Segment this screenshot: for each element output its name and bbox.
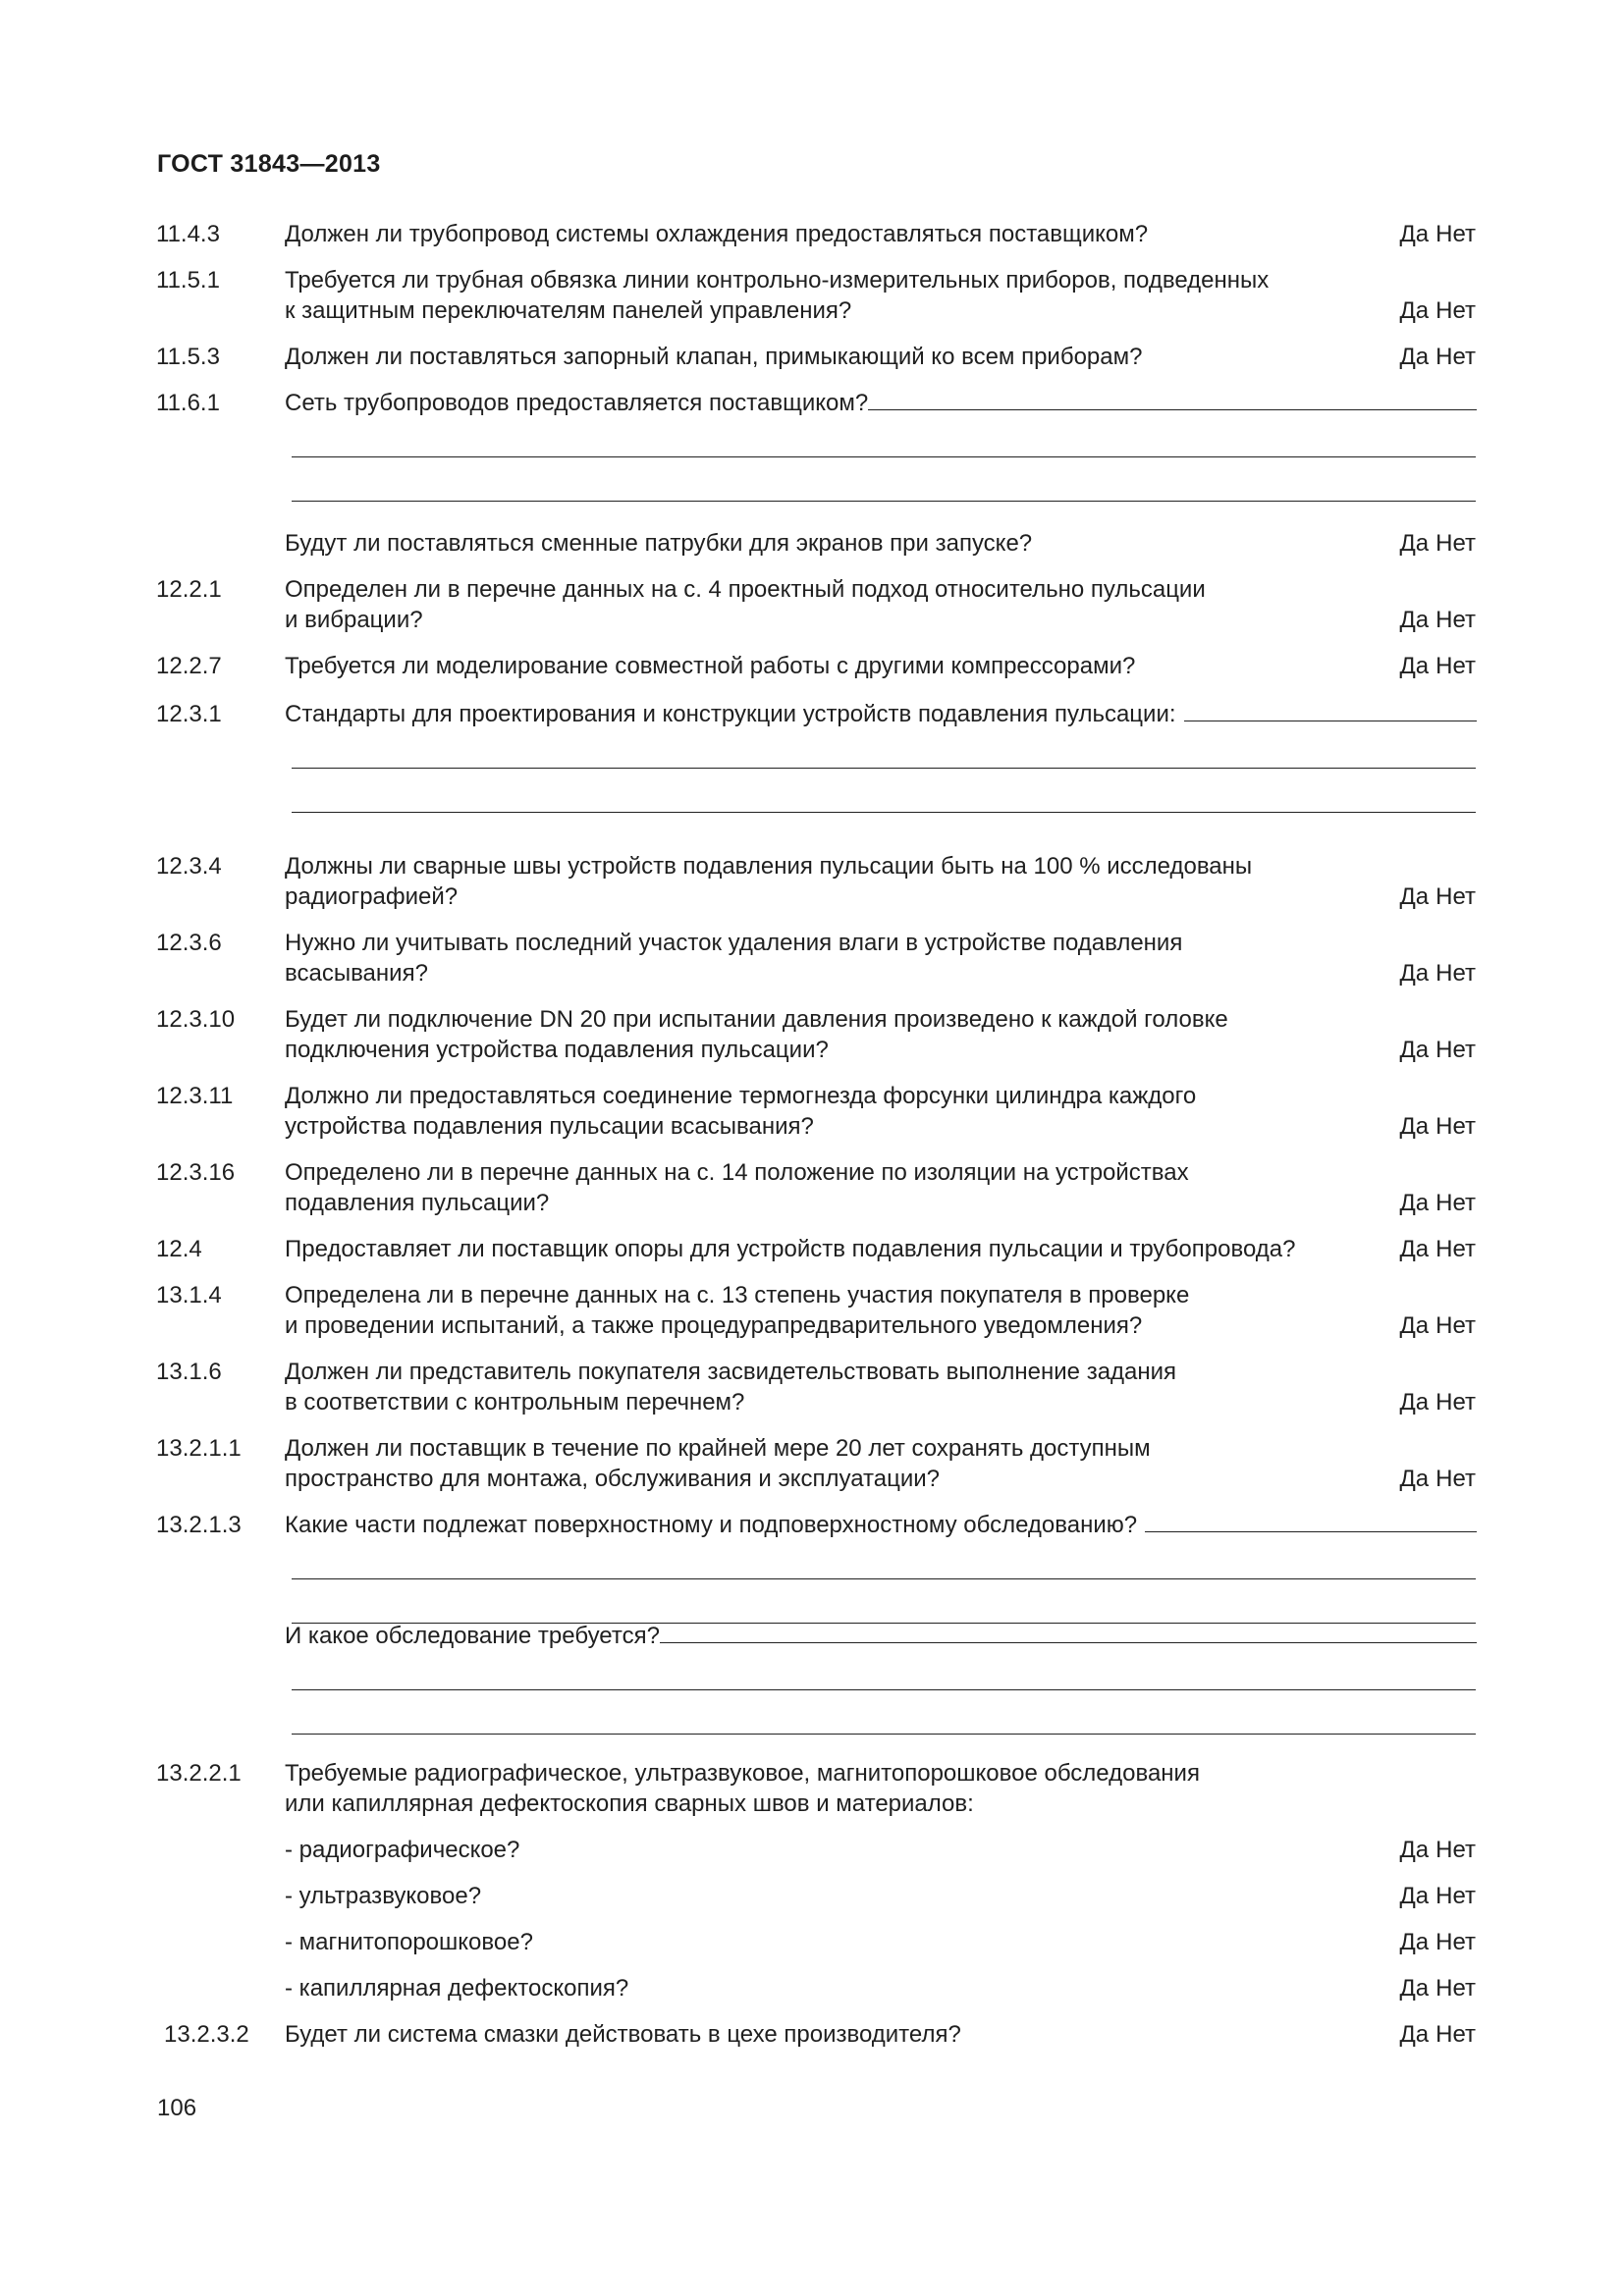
no-option[interactable]: Нет [1435, 344, 1476, 370]
yes-option[interactable]: Да [1399, 1466, 1430, 1492]
yes-no-options[interactable] [1400, 1035, 1476, 1065]
yes-no-options[interactable] [1400, 1881, 1476, 1911]
question-row [156, 1758, 1477, 1819]
yes-no-options[interactable] [1400, 1927, 1476, 1957]
question-row [156, 928, 1477, 988]
clause-number: 13.2.1.3 [156, 1512, 242, 1538]
answer-line[interactable] [292, 501, 1476, 502]
yes-option[interactable]: Да [1399, 1113, 1430, 1140]
no-option[interactable]: Нет [1435, 1837, 1476, 1863]
clause-number: 13.2.2.1 [156, 1760, 242, 1787]
yes-option[interactable]: Да [1399, 1236, 1430, 1262]
question-row [156, 851, 1477, 912]
answer-line[interactable] [1145, 1510, 1477, 1532]
no-option[interactable]: Нет [1435, 960, 1476, 987]
no-option[interactable]: Нет [1435, 530, 1476, 557]
no-option[interactable]: Нет [1435, 883, 1476, 910]
document-header: ГОСТ 31843—2013 [157, 150, 381, 178]
question-text: Определено ли в перечне данных на с. 14 положение по изоляции на устройствах [285, 1159, 1189, 1186]
yes-no-options[interactable] [1400, 651, 1476, 681]
no-option[interactable]: Нет [1435, 2021, 1476, 2048]
question-text: Должен ли представитель покупателя засвидетельствовать выполнение задания [285, 1359, 1177, 1385]
page-number: 106 [157, 2095, 197, 2121]
question-text: Требуемые радиографическое, ультразвуковое, магнитопорошковое обследования [285, 1760, 1200, 1787]
clause-number: 11.5.1 [156, 267, 220, 294]
question-text: Будут ли поставляться сменные патрубки для экранов при запуске? [285, 530, 1033, 557]
no-option[interactable]: Нет [1435, 1929, 1476, 1955]
no-option[interactable]: Нет [1435, 1312, 1476, 1339]
question-text: и вибрации? [285, 607, 423, 633]
question-text: Должен ли трубопровод системы охлаждения предоставляться поставщиком? [285, 221, 1149, 247]
yes-option[interactable]: Да [1399, 221, 1430, 247]
clause-number: 12.2.7 [156, 653, 222, 679]
question-row [156, 1973, 1477, 2003]
no-option[interactable]: Нет [1435, 1190, 1476, 1216]
clause-number: 12.4 [156, 1236, 202, 1262]
question-text: - ультразвуковое? [285, 1883, 482, 1909]
yes-option[interactable]: Да [1399, 960, 1430, 987]
yes-no-options[interactable] [1400, 528, 1476, 559]
question-row [156, 1927, 1477, 1957]
question-text: и проведении испытаний, а также процедурапредварительного уведомления? [285, 1312, 1143, 1339]
yes-no-options[interactable] [1400, 958, 1476, 988]
clause-number: 11.6.1 [156, 390, 220, 416]
question-text: Определен ли в перечне данных на с. 4 проектный подход относительно пульсации [285, 576, 1206, 603]
question-text: Требуется ли трубная обвязка линии контрольно-измерительных приборов, подведенных [285, 267, 1270, 294]
question-text: радиографией? [285, 883, 459, 910]
question-text: - радиографическое? [285, 1837, 520, 1863]
yes-no-options[interactable] [1400, 1835, 1476, 1865]
yes-option[interactable]: Да [1399, 1929, 1430, 1955]
clause-number: 11.4.3 [156, 221, 220, 247]
answer-line[interactable] [1184, 699, 1477, 721]
question-row [156, 1621, 1477, 1758]
clause-number: 13.2.1.1 [156, 1435, 242, 1462]
yes-option[interactable]: Да [1399, 297, 1430, 324]
question-row [156, 342, 1477, 372]
question-text: в соответствии с контрольным перечнем? [285, 1389, 745, 1415]
question-row [156, 1004, 1477, 1065]
questionnaire-body [156, 219, 1477, 2050]
yes-no-options[interactable] [1400, 342, 1476, 372]
question-row [156, 574, 1477, 635]
clause-number: 12.3.6 [156, 930, 222, 956]
answer-line[interactable] [292, 1734, 1476, 1735]
question-text: Должен ли поставщик в течение по крайней мере 20 лет сохранять доступным [285, 1435, 1151, 1462]
clause-number: 12.2.1 [156, 576, 222, 603]
yes-no-options[interactable] [1400, 2019, 1476, 2050]
question-text: устройства подавления пульсации всасывания? [285, 1113, 814, 1140]
yes-option[interactable]: Да [1399, 607, 1430, 633]
question-text: к защитным переключателям панелей управления? [285, 297, 852, 324]
question-text: - магнитопорошковое? [285, 1929, 533, 1955]
answer-line[interactable] [292, 768, 1476, 769]
question-text: Требуется ли моделирование совместной работы с другими компрессорами? [285, 653, 1136, 679]
yes-option[interactable]: Да [1399, 1037, 1430, 1063]
question-text: или капиллярная дефектоскопия сварных швов и материалов: [285, 1790, 974, 1817]
question-text: Должен ли поставляться запорный клапан, примыкающий ко всем приборам? [285, 344, 1143, 370]
question-row [156, 2019, 1477, 2050]
yes-no-options[interactable] [1400, 295, 1476, 326]
clause-number: 12.3.4 [156, 853, 222, 880]
yes-option[interactable]: Да [1399, 653, 1430, 679]
question-text: Нужно ли учитывать последний участок удаления влаги в устройстве подавления [285, 930, 1183, 956]
question-text: Будет ли подключение DN 20 при испытании давления произведено к каждой головке [285, 1006, 1228, 1033]
answer-line[interactable] [292, 1689, 1476, 1690]
clause-number: 12.3.16 [156, 1159, 236, 1186]
question-row [156, 265, 1477, 326]
clause-number: 12.3.10 [156, 1006, 236, 1033]
no-option[interactable]: Нет [1435, 1236, 1476, 1262]
yes-no-options[interactable] [1400, 605, 1476, 635]
yes-option[interactable]: Да [1399, 1312, 1430, 1339]
clause-number: 13.1.6 [156, 1359, 222, 1385]
question-text: Будет ли система смазки действовать в цехе производителя? [285, 2021, 961, 2048]
question-row [156, 1081, 1477, 1142]
question-row [156, 219, 1477, 249]
question-row [156, 388, 1477, 525]
question-text: Должно ли предоставляться соединение термогнезда форсунки цилиндра каждого [285, 1083, 1197, 1109]
no-option[interactable]: Нет [1435, 1389, 1476, 1415]
yes-no-options[interactable] [1400, 1310, 1476, 1341]
answer-line[interactable] [292, 812, 1476, 813]
no-option[interactable]: Нет [1435, 607, 1476, 633]
clause-number: 13.1.4 [156, 1282, 222, 1308]
no-option[interactable]: Нет [1435, 1883, 1476, 1909]
question-text: Должны ли сварные швы устройств подавления пульсации быть на 100 % исследованы [285, 853, 1253, 880]
answer-line[interactable] [292, 456, 1476, 457]
question-text: пространство для монтажа, обслуживания и эксплуатации? [285, 1466, 941, 1492]
question-text: И какое обследование требуется? [285, 1623, 660, 1649]
yes-option[interactable]: Да [1399, 1883, 1430, 1909]
yes-option[interactable]: Да [1399, 530, 1430, 557]
question-row [156, 699, 1477, 836]
yes-option[interactable]: Да [1399, 2021, 1430, 2048]
question-text: Стандарты для проектирования и конструкции устройств подавления пульсации: [285, 701, 1176, 727]
yes-no-options[interactable] [1400, 1111, 1476, 1142]
clause-number: 12.3.1 [156, 701, 222, 727]
no-option[interactable]: Нет [1435, 1113, 1476, 1140]
question-row [156, 1357, 1477, 1417]
yes-no-options[interactable] [1400, 1387, 1476, 1417]
yes-option[interactable]: Да [1399, 883, 1430, 910]
no-option[interactable]: Нет [1435, 653, 1476, 679]
question-row [156, 1433, 1477, 1494]
question-text: Предоставляет ли поставщик опоры для устройств подавления пульсации и трубопровода? [285, 1236, 1296, 1262]
yes-no-options[interactable] [1400, 1234, 1476, 1264]
question-text: подавления пульсации? [285, 1190, 550, 1216]
question-text: Определена ли в перечне данных на с. 13 степень участия покупателя в проверке [285, 1282, 1190, 1308]
clause-number: 12.3.11 [156, 1083, 234, 1109]
answer-line[interactable] [292, 1578, 1476, 1579]
yes-option[interactable]: Да [1399, 1975, 1430, 2002]
clause-number: 11.5.3 [156, 344, 220, 370]
yes-no-options[interactable] [1400, 219, 1476, 249]
answer-line[interactable] [868, 388, 1477, 410]
yes-no-options[interactable] [1400, 1188, 1476, 1218]
no-option[interactable]: Нет [1435, 297, 1476, 324]
yes-no-options[interactable] [1400, 1973, 1476, 2003]
question-row [156, 1280, 1477, 1341]
question-row [156, 1835, 1477, 1865]
yes-option[interactable]: Да [1399, 344, 1430, 370]
question-row [156, 1881, 1477, 1911]
question-text: Какие части подлежат поверхностному и подповерхностному обследованию? [285, 1512, 1138, 1538]
yes-no-options[interactable] [1400, 1464, 1476, 1494]
no-option[interactable]: Нет [1435, 1037, 1476, 1063]
no-option[interactable]: Нет [1435, 1466, 1476, 1492]
yes-option[interactable]: Да [1399, 1389, 1430, 1415]
no-option[interactable]: Нет [1435, 221, 1476, 247]
question-text: всасывания? [285, 960, 428, 987]
question-text: Сеть трубопроводов предоставляется поставщиком? [285, 390, 869, 416]
question-row [156, 528, 1477, 559]
question-row [156, 1157, 1477, 1218]
yes-option[interactable]: Да [1399, 1837, 1430, 1863]
question-text: - капиллярная дефектоскопия? [285, 1975, 629, 2002]
yes-no-options[interactable] [1400, 881, 1476, 912]
question-row [156, 651, 1477, 681]
answer-line[interactable] [660, 1621, 1477, 1643]
no-option[interactable]: Нет [1435, 1975, 1476, 2002]
question-row [156, 1234, 1477, 1264]
yes-option[interactable]: Да [1399, 1190, 1430, 1216]
clause-number: 13.2.3.2 [164, 2021, 249, 2048]
question-text: подключения устройства подавления пульсации? [285, 1037, 829, 1063]
